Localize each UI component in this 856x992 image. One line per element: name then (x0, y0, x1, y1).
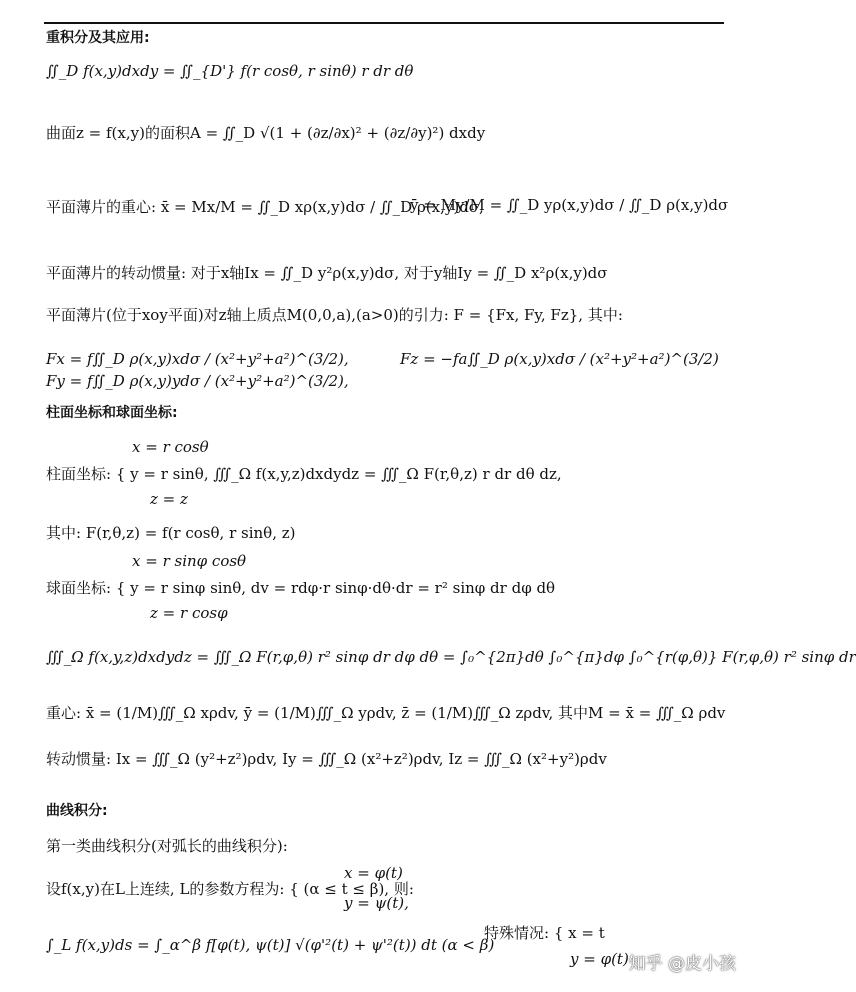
formula-centroid-x: 平面薄片的重心: x̄ = Mx/M = ∬_D xρ(x,y)dσ / ∬_D ρ(x,y)dσ, (46, 198, 484, 216)
formula-arc-length-integral: ∫_L f(x,y)ds = ∫_α^β f[φ(t), ψ(t)] √(φ'²(t) + ψ'²(t)) dt (α < β) (46, 936, 495, 954)
formula-force-z: Fz = −fa∬_D ρ(x,y)xdσ / (x²+y²+a²)^(3/2) (400, 350, 719, 368)
special-case-y: y = φ(t) (570, 950, 629, 968)
watermark: 知乎 @皮小孩 (628, 954, 736, 974)
formula-triple-integral-spherical: ∭_Ω f(x,y,z)dxdydz = ∭_Ω F(r,φ,θ) r² sinφ dr dφ dθ = ∫₀^{2π}dθ ∫₀^{π}dφ ∫₀^{r(φ,θ)} F(r,φ,θ) r² sinφ dr (46, 648, 856, 666)
formula-cylindrical-coordinates: 柱面坐标: { y = r sinθ, ∭_Ω f(x,y,z)dxdydz = ∭_Ω F(r,θ,z) r dr dθ dz, (46, 465, 562, 483)
cylindrical-x: x = r cosθ (132, 438, 209, 456)
formula-center-of-mass-3d: 重心: x̄ = (1/M)∭_Ω xρdv, ȳ = (1/M)∭_Ω yρdv, z̄ = (1/M)∭_Ω zρdv, 其中M = x̄ = ∭_Ω ρdv (46, 704, 726, 722)
section-heading-line-integral: 曲线积分: (46, 803, 108, 819)
line-integral-first-kind-title: 第一类曲线积分(对弧长的曲线积分): (46, 837, 288, 855)
formula-cylindrical-definition: 其中: F(r,θ,z) = f(r cosθ, r sinθ, z) (46, 524, 296, 542)
special-case-x: 特殊情况: { x = t (484, 924, 605, 942)
formula-force-x: Fx = f∬_D ρ(x,y)xdσ / (x²+y²+a²)^(3/2), (46, 350, 349, 368)
spherical-x: x = r sinφ cosθ (132, 552, 247, 570)
formula-force-y: Fy = f∬_D ρ(x,y)ydσ / (x²+y²+a²)^(3/2), (46, 372, 349, 390)
top-rule (44, 22, 724, 24)
section-heading-coordinates: 柱面坐标和球面坐标: (46, 405, 178, 421)
formula-centroid-y: ȳ = My/M = ∬_D yρ(x,y)dσ / ∬_D ρ(x,y)dσ (410, 196, 729, 214)
formula-polar-substitution: ∬_D f(x,y)dxdy = ∬_{D'} f(r cosθ, r sinθ) r dr dθ (46, 62, 414, 80)
formula-moment-of-inertia-3d: 转动惯量: Ix = ∭_Ω (y²+z²)ρdv, Iy = ∭_Ω (x²+z²)ρdv, Iz = ∭_Ω (x²+y²)ρdv (46, 750, 607, 768)
param-y: y = ψ(t), (344, 894, 409, 912)
param-x: x = φ(t) (344, 864, 403, 882)
section-heading-multiple-integral: 重积分及其应用: (46, 30, 150, 46)
formula-moment-of-inertia-plate: 平面薄片的转动惯量: 对于x轴Ix = ∬_D y²ρ(x,y)dσ, 对于y轴Iy = ∬_D x²ρ(x,y)dσ (46, 264, 608, 282)
spherical-z: z = r cosφ (150, 604, 228, 622)
cylindrical-z: z = z (150, 490, 188, 508)
formula-gravitation-intro: 平面薄片(位于xoy平面)对z轴上质点M(0,0,a),(a>0)的引力: F = {Fx, Fy, Fz}, 其中: (46, 306, 623, 324)
formula-spherical-coordinates: 球面坐标: { y = r sinφ sinθ, dv = rdφ·r sinφ·dθ·dr = r² sinφ dr dφ dθ (46, 579, 556, 597)
formula-parametric-equation: 设f(x,y)在L上连续, L的参数方程为: { (α ≤ t ≤ β), 则: (46, 880, 414, 898)
formula-surface-area: 曲面z = f(x,y)的面积A = ∬_D √(1 + (∂z/∂x)² + (∂z/∂y)²) dxdy (46, 124, 486, 142)
